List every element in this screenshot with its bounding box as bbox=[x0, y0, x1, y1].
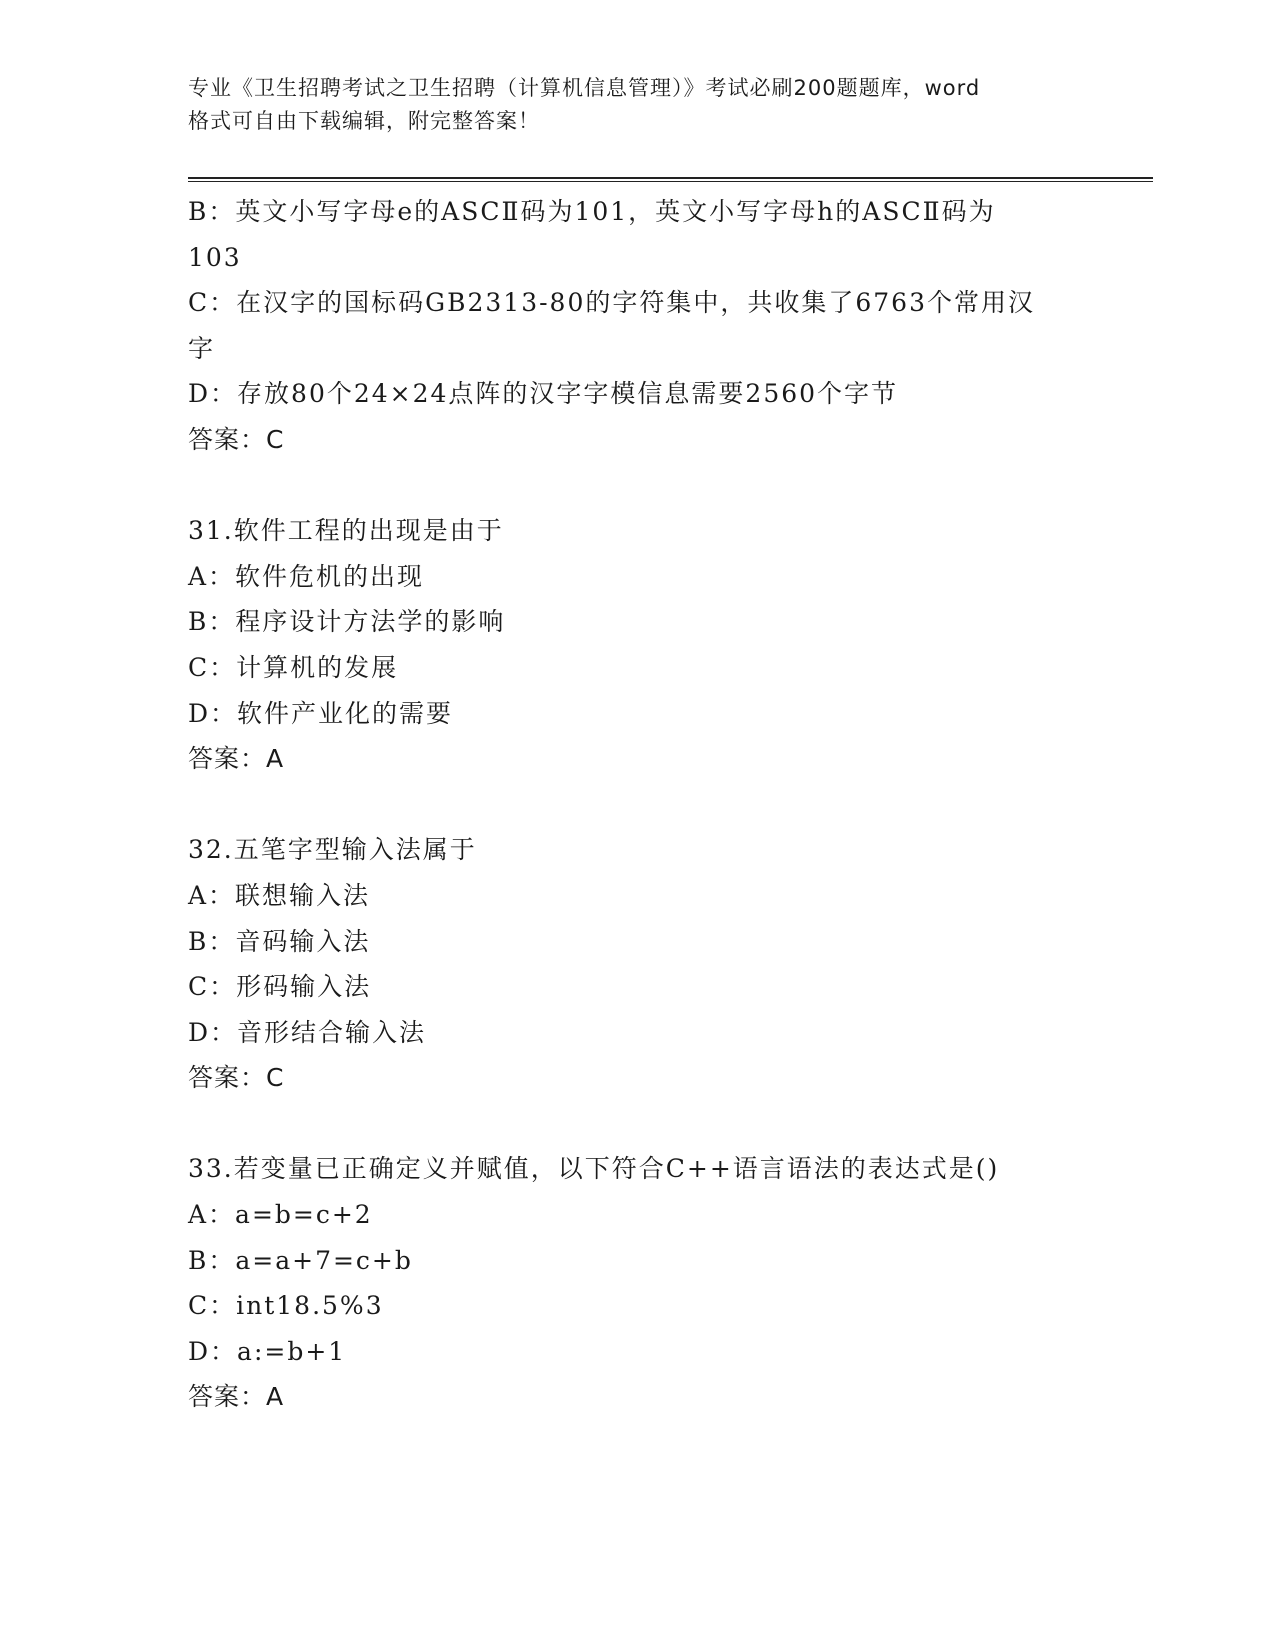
option-c-continued: 字 bbox=[188, 333, 216, 363]
answer: 答案：A bbox=[188, 1382, 285, 1412]
question-stem: 31.软件工程的出现是由于 bbox=[188, 516, 504, 546]
option-d: D：存放80个24×24点阵的汉字字模信息需要2560个字节 bbox=[188, 379, 899, 409]
option-c: C：计算机的发展 bbox=[188, 652, 399, 682]
question-32 bbox=[188, 827, 1088, 1101]
option-b: B：程序设计方法学的影响 bbox=[188, 607, 506, 637]
option-c: C：形码输入法 bbox=[188, 972, 372, 1002]
answer: 答案：A bbox=[188, 744, 285, 774]
answer: 答案：C bbox=[188, 424, 285, 454]
answer: 答案：C bbox=[188, 1063, 285, 1093]
option-b: B：音码输入法 bbox=[188, 926, 371, 956]
option-c: C：int18.5%3 bbox=[188, 1291, 384, 1321]
option-c: C：在汉字的国标码GB2313-80的字符集中，共收集了6763个常用汉 bbox=[188, 288, 1035, 318]
header-divider bbox=[188, 177, 1153, 182]
option-d: D：a:=b+1 bbox=[188, 1336, 347, 1366]
continued-question bbox=[188, 189, 1088, 463]
document-header bbox=[188, 72, 1088, 138]
question-33 bbox=[188, 1146, 1088, 1420]
option-a: A：联想输入法 bbox=[188, 880, 371, 910]
option-b: B：英文小写字母e的ASCⅡ码为101，英文小写字母h的ASCⅡ码为 bbox=[188, 197, 996, 226]
option-d: D：音形结合输入法 bbox=[188, 1017, 427, 1047]
option-b: B：a=a+7=c+b bbox=[188, 1245, 413, 1275]
option-b-continued: 103 bbox=[188, 242, 242, 272]
option-a: A：软件危机的出现 bbox=[188, 561, 425, 591]
header-title-line-1: 专业《卫生招聘考试之卫生招聘（计算机信息管理）》考试必刷200题题库，word bbox=[188, 76, 981, 100]
question-stem: 32.五笔字型输入法属于 bbox=[188, 835, 477, 865]
question-stem: 33.若变量已正确定义并赋值，以下符合C++语言语法的表达式是() bbox=[188, 1154, 1000, 1184]
question-31 bbox=[188, 508, 1088, 782]
option-d: D：软件产业化的需要 bbox=[188, 698, 454, 728]
option-a: A：a=b=c+2 bbox=[188, 1200, 373, 1230]
question-content bbox=[188, 189, 1088, 1420]
header-title-line-2: 格式可自由下载编辑，附完整答案！ bbox=[188, 109, 540, 133]
